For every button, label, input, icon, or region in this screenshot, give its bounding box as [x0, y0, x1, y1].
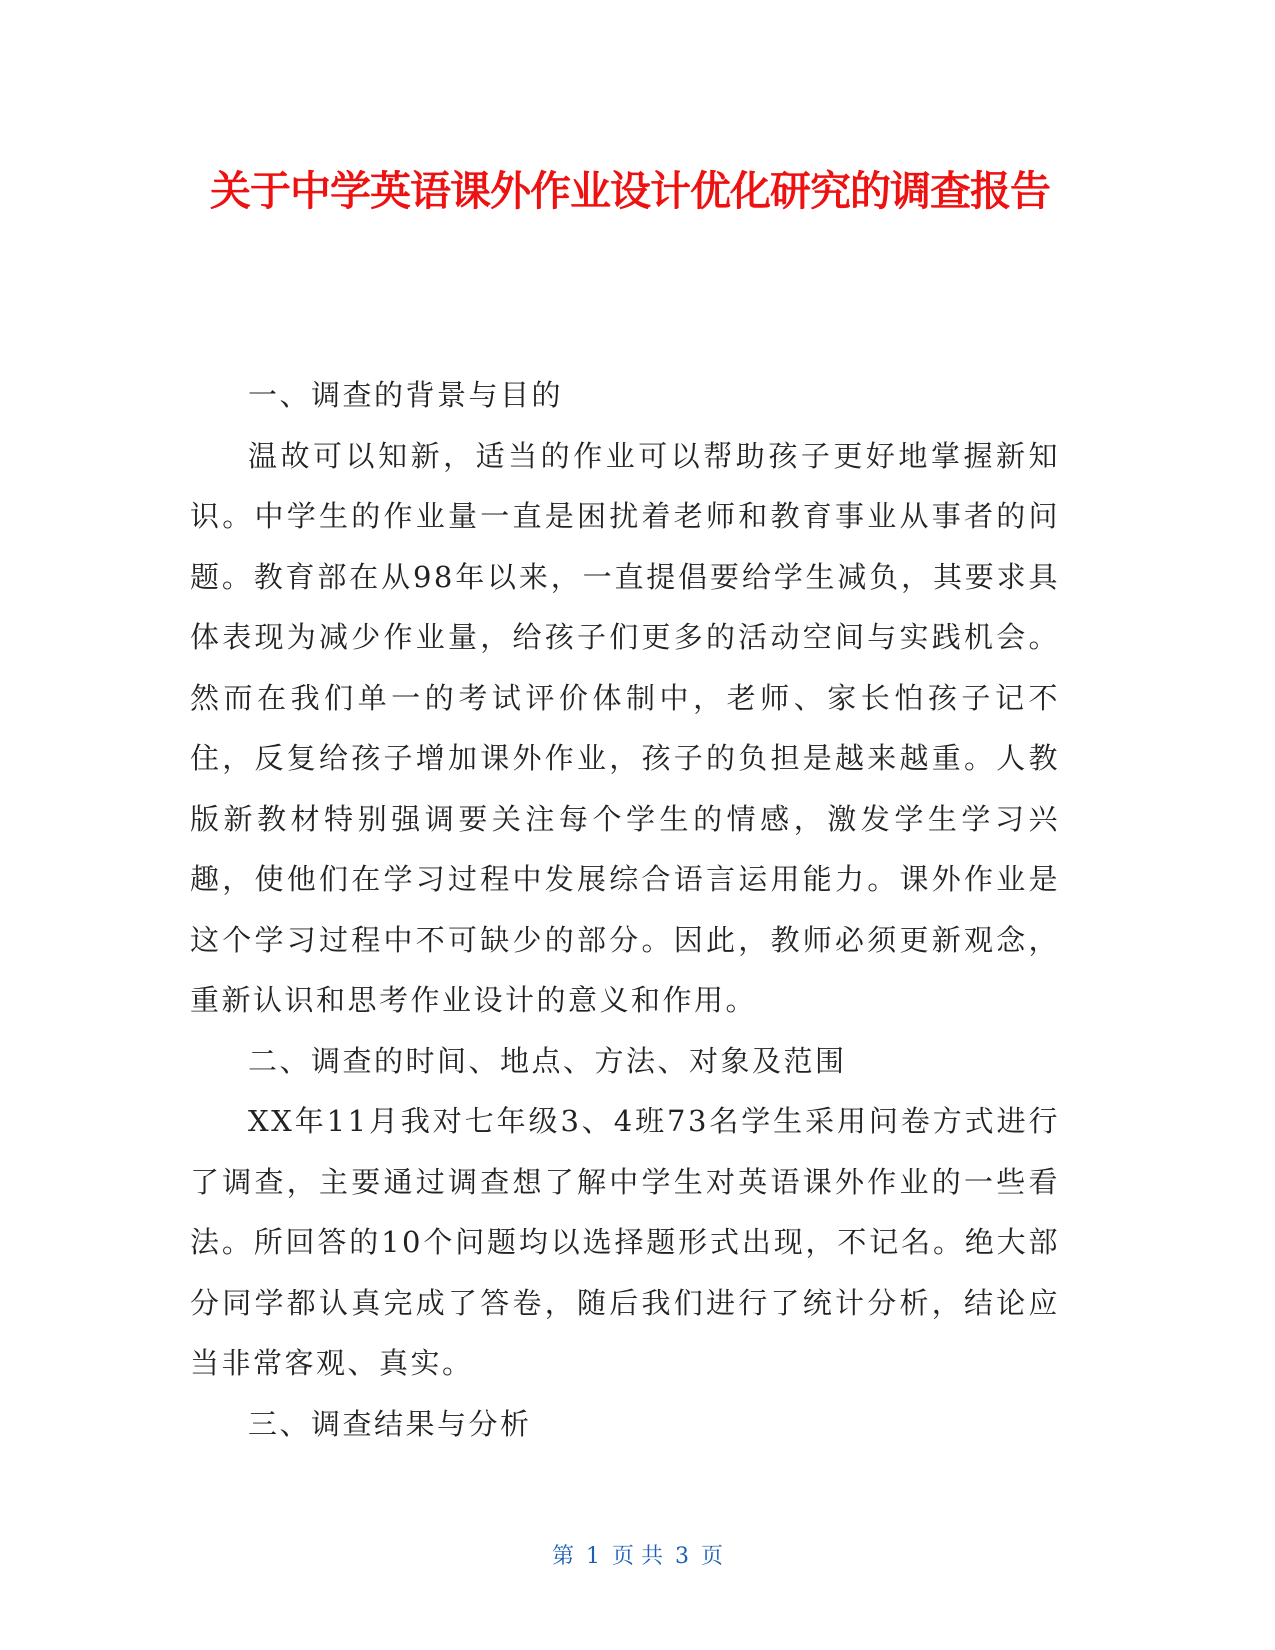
paragraph-background: 温故可以知新，适当的作业可以帮助孩子更好地掌握新知识。中学生的作业量一直是困扰着老师和教育事业从事者的问题。教育部在从98年以来，一直提倡要给学生减负，其要求具体表现为减少作业量，给孩子们更多的活动空间与实践机会。然而在我们单一的考试评价体制中，老师、家长怕孩子记不住，反复给孩子增加课外作业，孩子的负担是越来越重。人教版新教材特别强调要关注每个学生的情感，激发学生学习兴趣，使他们在学习过程中发展综合语言运用能力。课外作业是这个学习过程中不可缺少的部分。因此，教师必须更新观念，重新认识和思考作业设计的意义和作用。 — [190, 438, 1060, 1017]
footer-prefix: 第 — [551, 1544, 574, 1569]
footer-middle: 页 共 — [612, 1544, 663, 1569]
page-footer — [0, 1542, 1275, 1572]
footer-current-page: 1 — [586, 1544, 600, 1569]
section-heading-2: 二、调查的时间、地点、方法、对象及范围 — [248, 1043, 847, 1078]
section-heading-1: 一、调查的背景与目的 — [248, 378, 564, 412]
section-heading-3: 三、调查结果与分析 — [248, 1406, 532, 1441]
footer-suffix: 页 — [701, 1544, 724, 1569]
document-title: 关于中学英语课外作业设计优化研究的调查报告 — [210, 167, 1050, 215]
paragraph-method: XX年11月我对七年级3、4班73名学生采用问卷方式进行了调查，主要通过调查想了解中学生对英语课外作业的一些看法。所回答的10个问题均以选择题形式出现，不记名。绝大部分同学都认真完成了答卷，随后我们进行了统计分析，结论应当非常客观、真实。 — [190, 1104, 1060, 1380]
document-body — [190, 365, 1060, 1454]
footer-total-pages: 3 — [675, 1544, 689, 1569]
